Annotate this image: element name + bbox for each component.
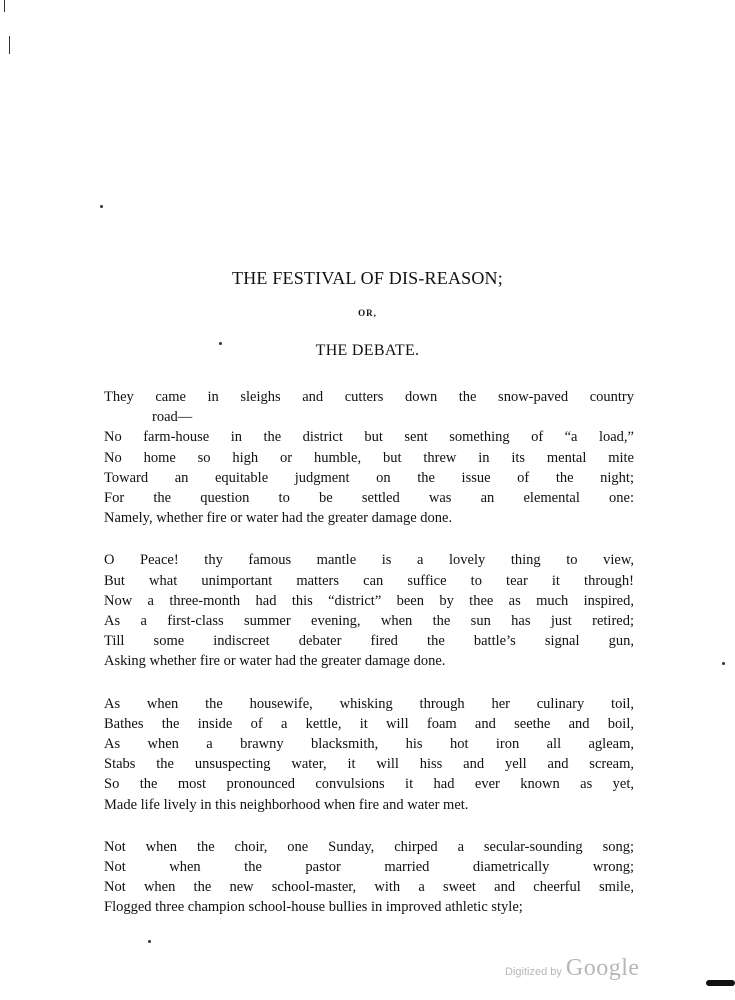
poem-line: Now a three-month had this “district” been by thee as much inspired,: [104, 592, 634, 609]
poem-line: No home so high or humble, but threw in its mental mite: [104, 449, 634, 466]
poem-line: As a first-class summer evening, when the sun has just retired;: [104, 613, 634, 630]
poem-line: Asking whether fire or water had the greater damage done.: [104, 653, 446, 670]
poem-line: No farm-house in the district but sent something of “a load,”: [104, 429, 634, 446]
poem-line: road—: [152, 409, 193, 426]
poem-line: They came in sleighs and cutters down the snow-paved country: [104, 389, 634, 405]
google-logo: Google: [565, 955, 640, 981]
poem-title: THE FESTIVAL OF DIS-REASON;: [232, 268, 503, 288]
poem-line: O Peace! thy famous mantle is a lovely thing to view,: [104, 552, 634, 569]
poem-line: Till some indiscreet debater fired the battle’s signal gun,: [104, 633, 634, 650]
poem-line: Not when the pastor married diametrically wrong;: [104, 859, 634, 876]
stanza: [104, 387, 634, 528]
poem-line: Stabs the unsuspecting water, it will hiss and yell and scream,: [104, 756, 634, 773]
poem-line: For the question to be settled was an elemental one:: [104, 490, 634, 507]
scan-edge-mark: [4, 0, 5, 12]
poem-line: Made life lively in this neighborhood when fire and water met.: [104, 796, 469, 813]
poem-subtitle: THE DEBATE.: [315, 342, 420, 359]
stanza: [104, 694, 634, 815]
scan-edge-mark: [9, 36, 10, 54]
poem-line: As when the housewife, whisking through her culinary toil,: [104, 695, 634, 712]
stanza: [104, 837, 634, 918]
scan-speck: [148, 940, 151, 943]
poem-line: Toward an equitable judgment on the issue of the night;: [104, 469, 634, 486]
poem-line: Namely, whether fire or water had the greater damage done.: [104, 510, 453, 527]
stanza: [104, 550, 634, 671]
poem-body: [104, 387, 634, 940]
poem-line: Not when the new school-master, with a sweet and cheerful smile,: [104, 879, 634, 896]
digitized-watermark: [505, 955, 640, 982]
poem-line: So the most pronounced convulsions it had ever known as yet,: [104, 776, 634, 793]
scan-speck: [100, 205, 103, 208]
poem-line: Flogged three champion school-house bullies in improved athletic style;: [104, 899, 523, 916]
poem-line: But what unimportant matters can suffice to tear it through!: [104, 572, 634, 589]
poem-line: Not when the choir, one Sunday, chirped a secular-sounding song;: [104, 838, 634, 855]
scan-speck: [722, 662, 725, 665]
poem-line: Bathes the inside of a kettle, it will foam and seethe and boil,: [104, 715, 634, 732]
watermark-prefix: Digitized by: [505, 966, 562, 978]
scan-edge-blot: [706, 980, 735, 986]
poem-line: As when a brawny blacksmith, his hot iron all agleam,: [104, 736, 634, 753]
title-connector: OR,: [358, 308, 377, 318]
